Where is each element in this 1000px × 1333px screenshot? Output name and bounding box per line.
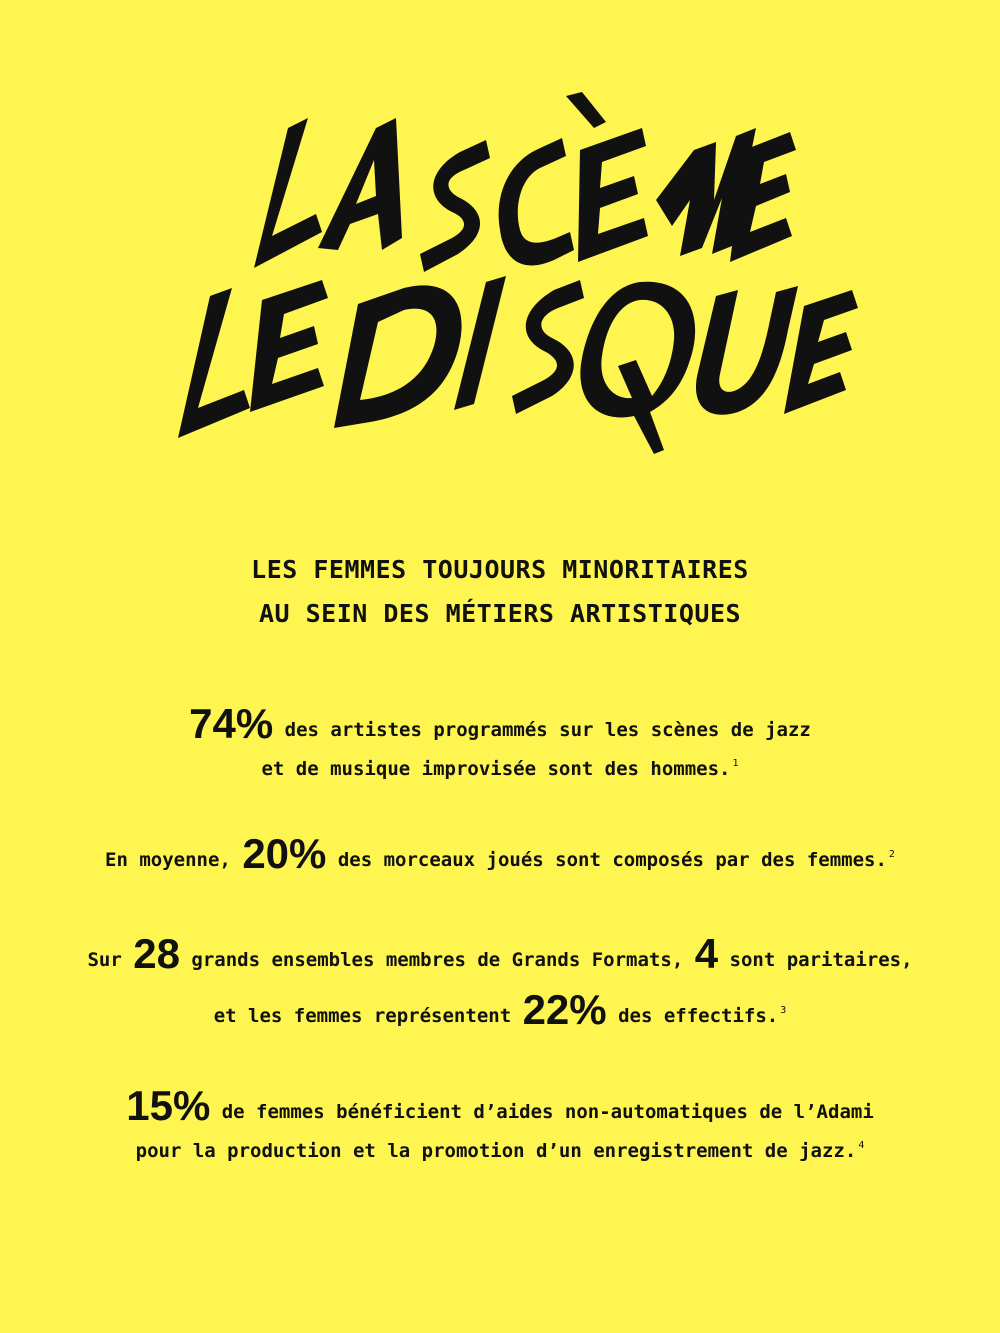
stat-3-line-1 (0, 930, 1000, 978)
stat-2-prefix: En moyenne, (105, 849, 243, 871)
stat-4-text-b: pour la production et la promotion d’un enregistrement de jazz. (135, 1140, 857, 1162)
stat-4-figure: 15% (126, 1082, 211, 1129)
logo (0, 0, 1000, 500)
stat-1-line-1 (0, 700, 1000, 748)
stat-3-prefix: Sur (87, 949, 134, 971)
stat-4-line-2 (0, 1140, 1000, 1162)
logo-lettering (0, 0, 1000, 500)
footnote-4: 4 (858, 1140, 865, 1151)
stat-3-text-a: grands ensembles membres de Grands Formats, (179, 949, 695, 971)
stat-3-figure-1: 28 (133, 930, 180, 977)
stat-3-figure-3: 22% (522, 986, 607, 1033)
stat-2-line (0, 830, 1000, 878)
stat-2-figure: 20% (242, 830, 327, 877)
stat-1-figure: 74% (189, 700, 274, 747)
footnote-2: 2 (888, 849, 895, 860)
stat-2-text: des morceaux joués sont composés par des femmes. (326, 849, 887, 871)
headline-line-1: LES FEMMES TOUJOURS MINORITAIRES (251, 555, 749, 584)
stat-3-text-d: des effectifs. (606, 1005, 779, 1027)
stat-1-text-a: des artistes programmés sur les scènes de jazz (273, 719, 811, 741)
headline-line-2: AU SEIN DES MÉTIERS ARTISTIQUES (258, 599, 742, 628)
footnote-1: 1 (732, 758, 739, 769)
stat-1-line-2 (0, 758, 1000, 780)
stat-3-figure-2: 4 (694, 930, 719, 977)
stat-3-text-b: sont paritaires, (718, 949, 913, 971)
stat-4-text-a: de femmes bénéficient d’aides non-automatiques de l’Adami (210, 1101, 874, 1123)
stat-3-text-c: et les femmes représentent (213, 1005, 523, 1027)
stat-1-text-b: et de musique improvisée sont des hommes. (261, 758, 731, 780)
stat-4-line-1 (0, 1082, 1000, 1130)
headline (0, 548, 1000, 636)
stat-3-line-2 (0, 986, 1000, 1034)
footnote-3: 3 (780, 1005, 787, 1016)
